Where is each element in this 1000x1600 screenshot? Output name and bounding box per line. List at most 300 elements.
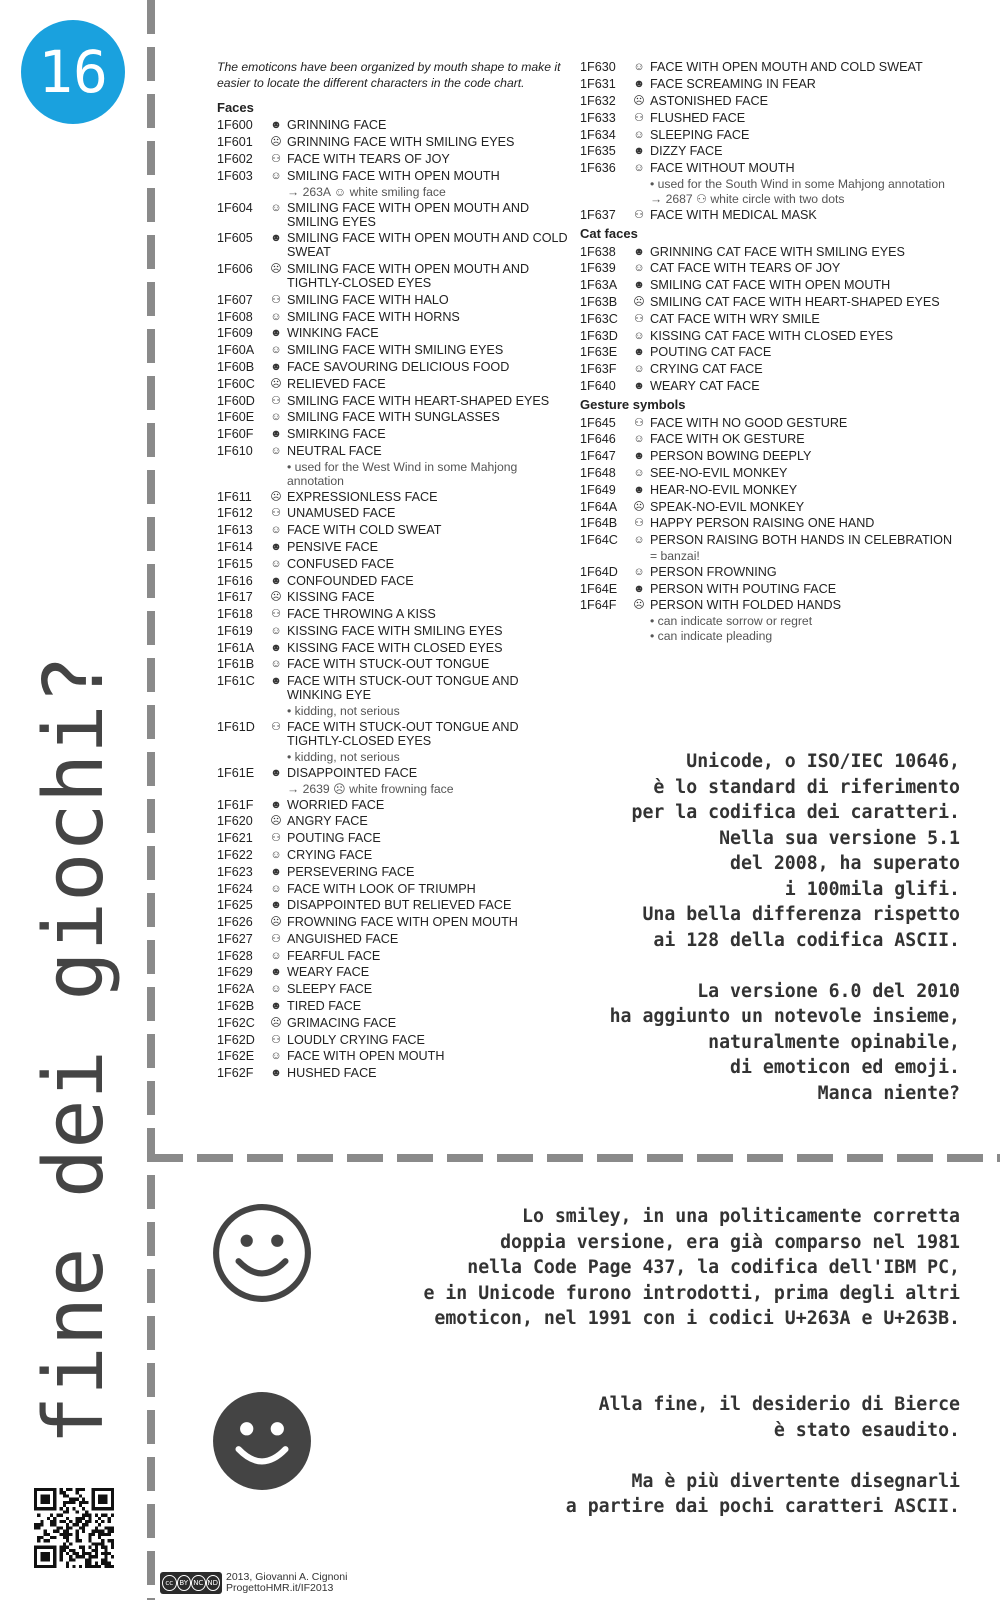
emoji-entry (217, 261, 572, 292)
ending-paragraph (566, 1392, 960, 1520)
character-name: PERSON FROWNING (650, 564, 777, 579)
emoji-entry (580, 126, 970, 143)
character-name: GRINNING FACE WITH SMILING EYES (287, 135, 515, 150)
codepoint: 1F62A (217, 982, 255, 997)
emoji-entry (580, 580, 970, 597)
character-name: NEUTRAL FACE (287, 443, 382, 458)
emoji-glyph-icon: ☻ (633, 483, 645, 496)
character-name: SMILING FACE WITH HORNS (287, 309, 460, 324)
codepoint: 1F62E (217, 1049, 255, 1064)
qr-code-icon (34, 1488, 114, 1568)
entry-note: • used for the West Wind in some Mahjong annotation (287, 459, 518, 488)
emoji-entry (580, 59, 970, 76)
emoji-entry (217, 764, 572, 781)
character-name: SMILING FACE WITH SMILING EYES (287, 343, 504, 358)
emoji-glyph-icon: ☻ (633, 379, 645, 392)
emoji-glyph-icon: ☺ (633, 534, 645, 547)
codepoint: 1F606 (217, 262, 253, 277)
emoji-entry (217, 522, 572, 539)
emoji-glyph-icon: ⚇ (271, 1033, 281, 1046)
character-name: FACE WITH COLD SWEAT (287, 523, 442, 538)
codepoint: 1F634 (580, 127, 616, 142)
emoji-glyph-icon: ☺ (270, 624, 282, 637)
paragraph-line: a partire dai pochi caratteri ASCII. (565, 1496, 960, 1517)
emoji-glyph-icon: ⚇ (271, 507, 281, 520)
character-name: FROWNING FACE WITH OPEN MOUTH (287, 915, 518, 930)
codepoint: 1F613 (217, 523, 253, 538)
emoji-entry (217, 134, 572, 151)
emoji-entry (217, 488, 572, 505)
codepoint: 1F60B (217, 359, 255, 374)
emoji-glyph-icon: ☺ (270, 310, 282, 323)
emoji-entry (217, 505, 572, 522)
emoji-glyph-icon: ☺ (270, 411, 282, 424)
codepoint: 1F64A (580, 499, 618, 514)
emoji-glyph-icon: ⚇ (271, 394, 281, 407)
emoji-entry (217, 639, 572, 656)
character-name: SMILING CAT FACE WITH HEART-SHAPED EYES (650, 294, 940, 309)
emoji-glyph-icon: ☻ (270, 360, 282, 373)
emoji-glyph-icon: ☻ (270, 428, 282, 441)
codepoint: 1F621 (217, 831, 253, 846)
emoji-glyph-icon: ⚇ (271, 608, 281, 621)
codepoint: 1F631 (580, 77, 616, 92)
emoji-glyph-icon: ☹ (270, 1016, 282, 1029)
emoji-glyph-icon: ☹ (270, 916, 282, 929)
emoji-entry (217, 998, 572, 1015)
emoji-glyph-icon: ☺ (633, 467, 645, 480)
codepoint: 1F61E (217, 765, 255, 780)
emoji-entry (217, 1014, 572, 1031)
character-name: FACE WITH STUCK-OUT TONGUE AND WINKING EYE (287, 674, 519, 703)
emoji-glyph-icon: ☻ (270, 232, 282, 245)
emoji-entry (217, 914, 572, 931)
emoji-glyph-icon: ☻ (633, 245, 645, 258)
paragraph-line: Manca niente? (817, 1082, 960, 1104)
character-name: SMILING FACE WITH OPEN MOUTH AND SMILING EYES (287, 200, 530, 229)
emoji-entry (580, 243, 970, 260)
codepoint: 1F64C (580, 533, 618, 548)
character-name: CAT FACE WITH WRY SMILE (650, 311, 820, 326)
codepoint: 1F627 (217, 931, 253, 946)
codepoint: 1F61B (217, 657, 255, 672)
emoji-glyph-icon: ☹ (633, 295, 645, 308)
entry-note: • kidding, not serious (287, 749, 400, 764)
paragraph-line: Lo smiley, in una politicamente corretta (522, 1206, 960, 1227)
character-name: SMIRKING FACE (287, 427, 386, 442)
character-name: UNAMUSED FACE (287, 506, 396, 521)
character-name: SMILING FACE WITH SUNGLASSES (287, 410, 500, 425)
character-name: SMILING CAT FACE WITH OPEN MOUTH (650, 278, 891, 293)
white-smiling-face-icon (211, 1202, 313, 1304)
emoji-entry (217, 392, 572, 409)
paragraph-line: naturalmente opinabile, (708, 1031, 960, 1053)
emoji-glyph-icon: ⚇ (634, 517, 644, 530)
source-link[interactable]: ProgettoHMR.it/IF2013 (226, 1582, 334, 1594)
codepoint: 1F604 (217, 200, 253, 215)
codepoint: 1F614 (217, 540, 253, 555)
codepoint: 1F615 (217, 556, 253, 571)
codepoint: 1F636 (580, 161, 616, 176)
cc-nc-icon: NC (191, 1575, 206, 1591)
emoji-entry (580, 260, 970, 277)
emoji-glyph-icon: ☻ (270, 798, 282, 811)
paragraph-line (566, 1443, 960, 1469)
character-name: FACE SCREAMING IN FEAR (650, 77, 816, 92)
emoji-glyph-icon: ☹ (270, 490, 282, 503)
character-name: ANGRY FACE (287, 814, 368, 829)
codepoint: 1F61C (217, 674, 255, 689)
emoji-glyph-icon: ☻ (270, 119, 282, 132)
codepoint: 1F623 (217, 864, 253, 879)
character-name: FACE SAVOURING DELICIOUS FOOD (287, 359, 510, 374)
emoji-entry (217, 359, 572, 376)
emoji-entry (580, 532, 970, 549)
character-name: SMILING FACE WITH OPEN MOUTH AND TIGHTLY-CLOSED EYES (287, 262, 530, 291)
codepoint: 1F60F (217, 427, 254, 442)
emoji-glyph-icon: ☺ (270, 344, 282, 357)
character-name: DISAPPOINTED BUT RELIEVED FACE (287, 898, 512, 913)
codepoint: 1F622 (217, 847, 253, 862)
emoji-glyph-icon: ☻ (270, 641, 282, 654)
character-name: GRINNING FACE (287, 118, 387, 133)
character-name: SEE-NO-EVIL MONKEY (650, 466, 788, 481)
codepoint: 1F62C (217, 1015, 255, 1030)
emoji-entry (217, 409, 572, 426)
codepoint: 1F61D (217, 720, 255, 735)
character-name: GRINNING CAT FACE WITH SMILING EYES (650, 244, 905, 259)
character-name: POUTING CAT FACE (650, 345, 772, 360)
character-name: KISSING FACE WITH SMILING EYES (287, 623, 503, 638)
emoji-entry (217, 589, 572, 606)
codepoint: 1F61A (217, 640, 255, 655)
character-name: RELIEVED FACE (287, 376, 386, 391)
emoji-glyph-icon: ☺ (270, 983, 282, 996)
character-name: PERSON WITH POUTING FACE (650, 581, 837, 596)
character-name: FACE WITH OPEN MOUTH AND COLD SWEAT (650, 60, 923, 75)
codepoint: 1F63F (580, 362, 617, 377)
codepoint: 1F609 (217, 326, 253, 341)
emoji-entry (217, 167, 572, 184)
character-name: HEAR-NO-EVIL MONKEY (650, 482, 798, 497)
paragraph-line: ai 128 della codifica ASCII. (653, 929, 960, 951)
emoji-entry (580, 597, 970, 614)
cc-by-icon: BY (177, 1575, 192, 1591)
codepoint: 1F645 (580, 415, 616, 430)
codepoint: 1F620 (217, 814, 253, 829)
emoji-entry (580, 143, 970, 160)
paragraph-line: è stato esaudito. (773, 1419, 960, 1441)
character-name: CAT FACE WITH TEARS OF JOY (650, 261, 841, 276)
character-name: TIRED FACE (287, 998, 362, 1013)
paragraph-line: Ma è più divertente disegnarli (631, 1470, 960, 1492)
emoji-glyph-icon: ☻ (633, 582, 645, 595)
emoji-entry (580, 564, 970, 581)
emoji-entries-left (217, 99, 572, 1082)
codepoint: 1F633 (580, 110, 616, 125)
emoji-entry (217, 555, 572, 572)
emoji-entry (217, 947, 572, 964)
character-name: SMILING FACE WITH OPEN MOUTH (287, 168, 500, 183)
emoji-entry (580, 414, 970, 431)
emoji-entry (580, 93, 970, 110)
emoji-entry (217, 443, 572, 460)
emoji-entry (217, 117, 572, 134)
codepoint: 1F603 (217, 168, 253, 183)
license-footer (160, 1572, 347, 1594)
emoji-glyph-icon: ⚇ (271, 832, 281, 845)
entry-note: → 263A ☺ white smiling face (287, 184, 446, 199)
character-name: FACE WITH TEARS OF JOY (287, 151, 450, 166)
codepoint: 1F600 (217, 118, 253, 133)
character-name: CONFUSED FACE (287, 556, 395, 571)
emoji-glyph-icon: ☺ (633, 262, 645, 275)
codepoint: 1F640 (580, 378, 616, 393)
emoji-glyph-icon: ☺ (270, 848, 282, 861)
character-name: KISSING CAT FACE WITH CLOSED EYES (650, 328, 894, 343)
codepoint: 1F617 (217, 590, 253, 605)
character-name: WEARY FACE (287, 965, 370, 980)
emoji-glyph-icon: ⚇ (271, 152, 281, 165)
character-name: POUTING FACE (287, 831, 381, 846)
character-name: WINKING FACE (287, 326, 379, 341)
entry-note: • kidding, not serious (287, 704, 400, 719)
paragraph-line: Unicode, o ISO/IEC 10646, (686, 751, 960, 772)
emoji-glyph-icon: ☺ (270, 201, 282, 214)
codepoint: 1F63B (580, 294, 618, 309)
paragraph-line: Alla fine, il desiderio di Bierce (598, 1394, 960, 1415)
emoji-glyph-icon: ☻ (270, 574, 282, 587)
emoji-glyph-icon: ☹ (270, 377, 282, 390)
emoji-entry (580, 310, 970, 327)
emoji-glyph-icon: ⚇ (271, 932, 281, 945)
codepoint: 1F632 (580, 93, 616, 108)
character-name: CRYING CAT FACE (650, 362, 763, 377)
emoji-entry (580, 465, 970, 482)
emoji-entry (217, 572, 572, 589)
emoji-glyph-icon: ☺ (270, 949, 282, 962)
emoji-entry (217, 863, 572, 880)
codepoint: 1F63C (580, 311, 618, 326)
emoji-entry (217, 308, 572, 325)
emoji-glyph-icon: ☺ (270, 524, 282, 537)
emoji-entry (217, 291, 572, 308)
emoji-entry (217, 897, 572, 914)
emoji-glyph-icon: ☺ (633, 61, 645, 74)
emoji-entry (217, 342, 572, 359)
paragraph-line: di emoticon ed emoji. (730, 1057, 960, 1078)
emoji-entry (580, 448, 970, 465)
codepoint: 1F611 (217, 489, 252, 504)
copyright-line: 2013, Giovanni A. Cignoni (226, 1571, 348, 1583)
emoji-entry (217, 426, 572, 443)
codepoint: 1F619 (217, 623, 253, 638)
emoji-entry (580, 481, 970, 498)
character-name: HUSHED FACE (287, 1066, 377, 1081)
emoji-glyph-icon: ☺ (633, 162, 645, 175)
codepoint: 1F629 (217, 965, 253, 980)
codepoint: 1F607 (217, 292, 253, 307)
section-heading: Gesture symbols (580, 397, 686, 413)
character-name: EXPRESSIONLESS FACE (287, 489, 438, 504)
codepoint: 1F60A (217, 343, 255, 358)
emoji-entry (580, 294, 970, 311)
entry-note: • can indicate pleading (650, 629, 773, 644)
emoji-glyph-icon: ☻ (270, 1067, 282, 1080)
codepoint: 1F616 (217, 573, 253, 588)
emoji-entry (217, 1031, 572, 1048)
section-heading: Faces (217, 100, 254, 115)
codepoint: 1F612 (217, 506, 253, 521)
codepoint: 1F639 (580, 261, 616, 276)
codepoint: 1F60D (217, 393, 255, 408)
emoji-entry (580, 327, 970, 344)
codepoint: 1F64B (580, 516, 618, 531)
paragraph-line: ha aggiunto un notevole insieme, (609, 1006, 960, 1027)
character-name: DIZZY FACE (650, 144, 723, 159)
character-name: HAPPY PERSON RAISING ONE HAND (650, 516, 875, 531)
emoji-entry (217, 813, 572, 830)
character-name: PERSON RAISING BOTH HANDS IN CELEBRATION (650, 533, 953, 548)
emoji-glyph-icon: ⚇ (271, 293, 281, 306)
codepoint: 1F61F (217, 797, 254, 812)
page-number-badge: 16 (21, 20, 125, 124)
emoji-glyph-icon: ☹ (270, 815, 282, 828)
vertical-dashed-divider (147, 0, 155, 1600)
codepoint: 1F610 (217, 443, 253, 458)
emoji-glyph-icon: ☺ (270, 882, 282, 895)
emoji-entry (580, 277, 970, 294)
paragraph-line: nella Code Page 437, la codifica dell'IBM PC, (467, 1257, 960, 1278)
emoji-glyph-icon: ☻ (270, 675, 282, 688)
codepoint: 1F62F (217, 1066, 254, 1081)
emoji-glyph-icon: ☺ (270, 1050, 282, 1063)
character-name: SMILING FACE WITH HEART-SHAPED EYES (287, 393, 550, 408)
codepoint: 1F63E (580, 345, 618, 360)
emoji-glyph-icon: ☹ (633, 94, 645, 107)
codepoint: 1F624 (217, 881, 253, 896)
codepoint: 1F626 (217, 915, 253, 930)
emoji-entry (580, 498, 970, 515)
emoji-glyph-icon: ☺ (633, 565, 645, 578)
codepoint: 1F649 (580, 482, 616, 497)
emoji-glyph-icon: ☻ (633, 145, 645, 158)
character-name: PERSON WITH FOLDED HANDS (650, 598, 842, 613)
emoji-glyph-icon: ☹ (270, 263, 282, 276)
codepoint: 1F601 (217, 135, 253, 150)
emoji-entry (217, 623, 572, 640)
character-name: FACE WITHOUT MOUTH (650, 161, 795, 176)
emoji-entry (217, 656, 572, 673)
paragraph-line: Nella sua versione 5.1 (719, 827, 960, 849)
character-name: PERSEVERING FACE (287, 864, 415, 879)
character-name: FACE WITH STUCK-OUT TONGUE (287, 657, 490, 672)
emoji-glyph-icon: ☹ (633, 500, 645, 513)
codepoint: 1F625 (217, 898, 253, 913)
emoji-glyph-icon: ☺ (633, 363, 645, 376)
emoji-glyph-icon: ⚇ (634, 111, 644, 124)
character-name: FACE THROWING A KISS (287, 607, 436, 622)
character-name: FACE WITH OPEN MOUTH (287, 1049, 445, 1064)
character-name: SLEEPY FACE (287, 982, 373, 997)
emoji-entry (580, 206, 970, 223)
paragraph-line: La versione 6.0 del 2010 (697, 980, 960, 1002)
emoji-glyph-icon: ☺ (633, 433, 645, 446)
emoji-entry (217, 796, 572, 813)
emoji-entry (217, 375, 572, 392)
codepoint: 1F60C (217, 376, 255, 391)
emoji-glyph-icon: ☻ (270, 899, 282, 912)
emoji-entry (217, 964, 572, 981)
cc-nd-icon: ND (206, 1575, 221, 1591)
horizontal-dashed-divider (147, 1154, 1000, 1162)
entry-note: = banzai! (650, 549, 700, 564)
emoji-glyph-icon: ☺ (270, 169, 282, 182)
emoji-glyph-icon: ☺ (633, 329, 645, 342)
cc-icon: cc (162, 1575, 177, 1591)
emoji-entry (217, 1048, 572, 1065)
emoji-entry (217, 673, 572, 704)
emoji-entry (217, 847, 572, 864)
entry-note: → 2687 ⚇ white circle with two dots (650, 191, 845, 206)
black-smiling-face-icon (211, 1390, 313, 1492)
emoji-entry (217, 880, 572, 897)
emoji-glyph-icon: ☺ (270, 444, 282, 457)
codepoint: 1F608 (217, 309, 253, 324)
emoji-glyph-icon: ☻ (633, 346, 645, 359)
character-name: SMILING FACE WITH HALO (287, 292, 449, 307)
codepoint: 1F648 (580, 466, 616, 481)
character-name: FEARFUL FACE (287, 948, 381, 963)
paragraph-line: Una bella differenza rispetto (642, 904, 960, 925)
entry-note: → 2639 ☹ white frowning face (287, 781, 454, 796)
entry-note: • used for the South Wind in some Mahjong annotation (650, 176, 945, 191)
character-name: KISSING FACE (287, 590, 375, 605)
character-name: FACE WITH LOOK OF TRIUMPH (287, 881, 476, 896)
paragraph-line: doppia versione, era già comparso nel 1981 (500, 1231, 960, 1253)
codepoint: 1F64D (580, 564, 618, 579)
emoji-entry (580, 431, 970, 448)
codepoint: 1F60E (217, 410, 255, 425)
emoji-glyph-icon: ⚇ (634, 208, 644, 221)
character-name: ANGUISHED FACE (287, 931, 399, 946)
codepoint: 1F646 (580, 432, 616, 447)
section-heading: Cat faces (580, 226, 638, 242)
character-name: KISSING FACE WITH CLOSED EYES (287, 640, 503, 655)
paragraph-line: del 2008, ha superato (730, 853, 960, 874)
emoji-entry (217, 199, 572, 230)
emoji-entry (217, 325, 572, 342)
emoji-entry (580, 160, 970, 177)
character-name: WEARY CAT FACE (650, 378, 760, 393)
emoji-entry (580, 378, 970, 395)
intro-text: The emoticons have been organized by mouth shape to make it easier to locate the different characters in the code chart. (217, 60, 561, 90)
character-name: SPEAK-NO-EVIL MONKEY (650, 499, 805, 514)
emoji-glyph-icon: ☻ (270, 766, 282, 779)
paragraph-line: è lo standard di riferimento (653, 776, 960, 798)
codepoint: 1F63A (580, 278, 618, 293)
emoji-entry (580, 515, 970, 532)
character-name: SMILING FACE WITH OPEN MOUTH AND COLD SWEAT (287, 231, 568, 260)
character-name: CRYING FACE (287, 847, 373, 862)
emoji-entry (580, 344, 970, 361)
paragraph-line: emoticon, nel 1991 con i codici U+263A e U+263B. (434, 1308, 960, 1329)
character-name: FACE WITH MEDICAL MASK (650, 207, 817, 222)
codepoint: 1F602 (217, 151, 253, 166)
emoji-entry (217, 719, 572, 750)
emoji-glyph-icon: ☹ (633, 599, 645, 612)
emoji-glyph-icon: ☹ (270, 591, 282, 604)
